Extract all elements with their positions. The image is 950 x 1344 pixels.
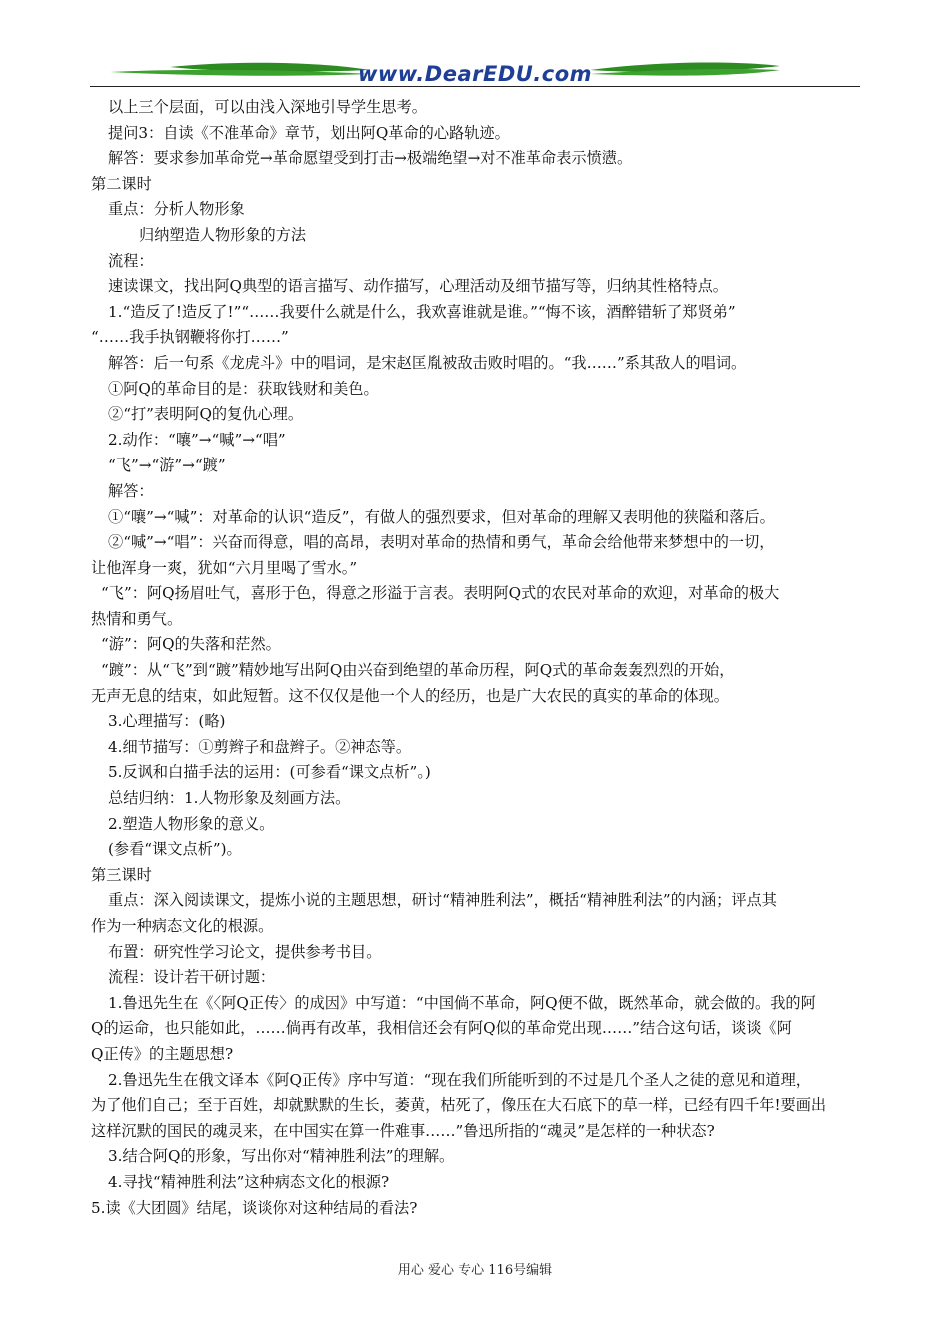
paragraph-line: ①“嚷”→“喊”：对革命的认识“造反”，有做人的强烈要求，但对革命的理解又表明他的狭隘和落后。 — [108, 507, 775, 526]
section-heading: 第三课时 — [91, 865, 152, 884]
paragraph-line: 归纳塑造人物形象的方法 — [139, 225, 307, 244]
paragraph-line: 提问3：自读《不准革命》章节，划出阿Q革命的心路轨迹。 — [108, 123, 510, 142]
document-body — [91, 95, 866, 1221]
paragraph-line: 流程： — [108, 251, 154, 270]
paragraph-line: 以上三个层面，可以由浅入深地引导学生思考。 — [108, 98, 427, 116]
paragraph-line: 重点：深入阅读课文，提炼小说的主题思想，研讨“精神胜利法”，概括“精神胜利法”的内涵；评点其 — [108, 891, 777, 910]
paragraph-line: 3.结合阿Q的形象，写出你对“精神胜利法”的理解。 — [108, 1147, 455, 1166]
paragraph-line: (参看“课文点析”)。 — [108, 840, 242, 859]
paragraph-line: 重点：分析人物形象 — [108, 200, 245, 219]
paragraph-line: 这样沉默的国民的魂灵来，在中国实在算一件难事……”鲁迅所指的“魂灵”是怎样的一种状态? — [91, 1121, 715, 1140]
paragraph-line: “飞”：阿Q扬眉吐气，喜形于色，得意之形溢于言表。表明阿Q式的农民对革命的欢迎，对革命的极大 — [101, 584, 780, 603]
paragraph-line: Q正传》的主题思想? — [91, 1044, 234, 1063]
paragraph-line: 2.塑造人物形象的意义。 — [108, 814, 275, 833]
paragraph-line: ②“打”表明阿Q的复仇心理。 — [108, 405, 304, 424]
page-footer: 用心 爱心 专心 116号编辑 — [397, 1263, 553, 1278]
paragraph-line: 让他浑身一爽，犹如“六月里喝了雪水。” — [91, 558, 358, 577]
site-name: www.DearEDU.com — [357, 62, 593, 86]
paragraph-line: 解答：后一句系《龙虎斗》中的唱词，是宋赵匡胤被敌击败时唱的。“我……”系其敌人的唱词。 — [108, 353, 747, 372]
paragraph-line: 1.“造反了!造反了!”“……我要什么就是什么，我欢喜谁就是谁。”“悔不该，酒醉错斩了郑贤弟” — [108, 302, 736, 321]
paragraph-line: ②“喊”→“唱”：兴奋而得意，唱的高昂，表明对革命的热情和勇气，革命会给他带来梦想中的一切， — [108, 533, 775, 552]
paragraph-line: 5.反讽和白描手法的运用：(可参看“课文点析”。) — [108, 763, 431, 782]
paragraph-line: 热情和勇气。 — [91, 609, 183, 628]
page-header — [90, 58, 860, 92]
paragraph-line: 作为一种病态文化的根源。 — [91, 917, 274, 935]
paragraph-line: 解答：要求参加革命党→革命愿望受到打击→极端绝望→对不准革命表示愤懑。 — [108, 149, 633, 168]
paragraph-line: 3.心理描写：(略) — [108, 712, 226, 731]
paragraph-line: 2.鲁迅先生在俄文译本《阿Q正传》序中写道：“现在我们所能听到的不过是几个圣人之徒的意见和道理， — [108, 1070, 811, 1089]
paragraph-line: ①阿Q的革命目的是：获取钱财和美色。 — [108, 379, 379, 398]
paragraph-line: 速读课文，找出阿Q典型的语言描写、动作描写，心理活动及细节描写等，归纳其性格特点。 — [108, 277, 728, 296]
paragraph-line: 解答： — [108, 481, 154, 500]
paragraph-line: 1.鲁迅先生在《〈阿Q正传〉的成因》中写道：“中国倘不革命，阿Q便不做，既然革命，就会做的。我的阿 — [108, 993, 816, 1012]
paragraph-line: “……我手执钢鞭将你打……” — [91, 328, 289, 347]
paragraph-line: 2.动作：“嚷”→“喊”→“唱” — [108, 430, 286, 449]
paragraph-line: “踱”：从“飞”到“踱”精妙地写出阿Q由兴奋到绝望的革命历程，阿Q式的革命轰轰烈烈的开始， — [101, 661, 735, 680]
paragraph-line: 流程：设计若干研讨题： — [108, 968, 276, 987]
paragraph-line: 5.读《大团圆》结尾，谈谈你对这种结局的看法? — [91, 1198, 418, 1217]
paragraph-line: 为了他们自己；至于百姓，却就默默的生长，萎黄，枯死了，像压在大石底下的草一样，已经有四千年!要画出 — [91, 1096, 827, 1115]
header-divider — [90, 86, 860, 87]
paragraph-line: “游”：阿Q的失落和茫然。 — [101, 635, 281, 654]
paragraph-line: 总结归纳：1.人物形象及刻画方法。 — [108, 789, 351, 808]
paragraph-line: “飞”→“游”→“踱” — [108, 456, 226, 475]
paragraph-line: Q的运命，也只能如此，……倘再有改革，我相信还会有阿Q似的革命党出现……”结合这句话，谈谈《阿 — [91, 1019, 792, 1038]
paragraph-line: 4.细节描写：①剪辫子和盘辫子。②神态等。 — [108, 737, 412, 756]
section-heading: 第二课时 — [91, 174, 152, 193]
paragraph-line: 无声无息的结束，如此短暂。这不仅仅是他一个人的经历，也是广大农民的真实的革命的体现。 — [91, 686, 729, 705]
paragraph-line: 4.寻找“精神胜利法”这种病态文化的根源? — [108, 1172, 390, 1191]
paragraph-line: 布置：研究性学习论文，提供参考书目。 — [108, 942, 382, 961]
